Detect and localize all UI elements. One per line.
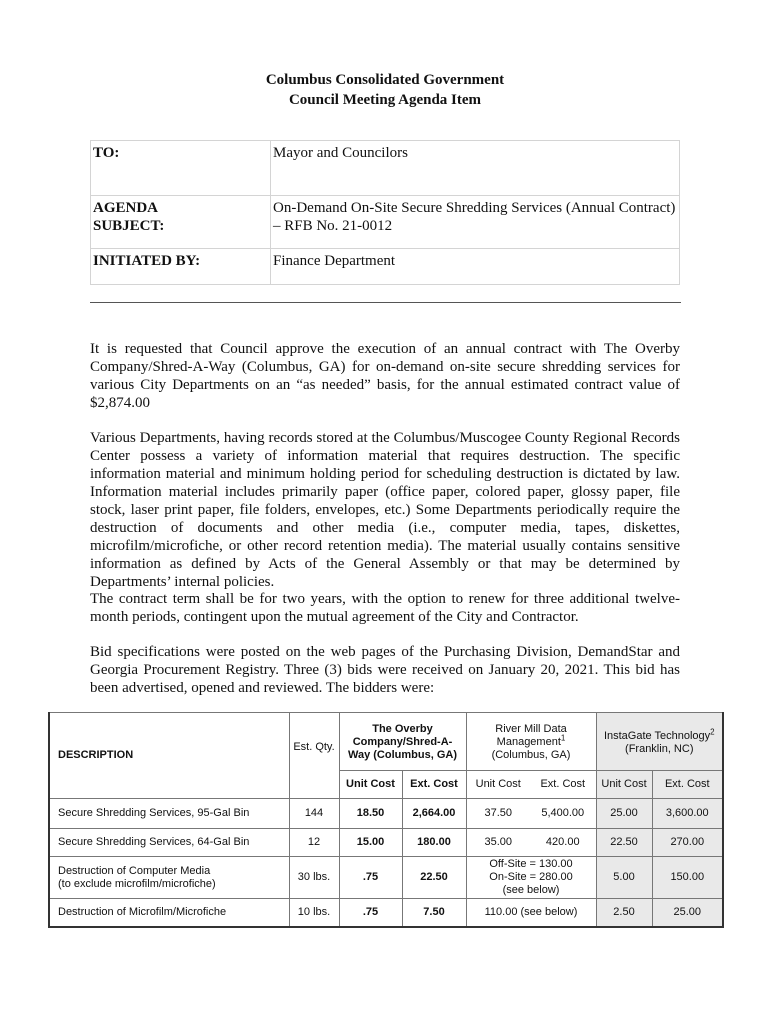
bid-table-container — [48, 712, 722, 928]
header-line-1: Columbus Consolidated Government — [265, 72, 505, 88]
vendor-2-ext-cost: 420.00 — [530, 829, 596, 857]
info-label-initiated: INITIATED BY: — [91, 249, 271, 285]
row-description: Destruction of Microfilm/Microfiche — [49, 899, 289, 927]
vendor-2-merged-cost: 110.00 (see below) — [466, 899, 596, 927]
vendor-2-location: (Columbus, GA) — [491, 749, 571, 761]
info-value-to: Mayor and Councilors — [271, 141, 680, 196]
vendor-2-footnote: 1 — [560, 733, 566, 743]
vendor-1-ext-cost: 2,664.00 — [402, 799, 466, 829]
agenda-info-table — [90, 140, 680, 285]
table-row — [49, 829, 723, 857]
vendor-3-footnote: 2 — [710, 726, 715, 736]
row-description: Secure Shredding Services, 64-Gal Bin — [49, 829, 289, 857]
vendor-3-ext-cost: 3,600.00 — [652, 799, 723, 829]
vendor-3-location: (Franklin, NC) — [625, 742, 694, 755]
vendor-2-header — [466, 713, 596, 771]
row-description-line-2: (to exclude microfilm/microfiche) — [58, 877, 216, 890]
vendor-3-ext-cost: 270.00 — [652, 829, 723, 857]
paragraph-request: It is requested that Council approve the execution of an annual contract with The Overby Company/Shred-A-Way (Columbus, GA) for on-demand on-site secure shredding services for various City Departments on an “as needed” basis, for the annual estimated contract value of $2,874.00 — [90, 341, 680, 411]
paragraph-background: Various Departments, having records stored at the Columbus/Muscogee County Regional Records Center possess a variety of information material that requires destruction. The specific information material and minimum holding period for scheduling destruction is dictated by law. Information material includes primarily paper (office paper, colored paper, glossy paper, file stock, laser print paper, file folders, envelopes, etc.) Some Departments periodically require the destruction of documents and other media (i.e., computer media, tapes, diskettes, microfilm/microfiche, or other record retention media). The material usually contains sensitive information as defined by Acts of the General Assembly or that may be determined by Departments’ internal policies. — [90, 430, 680, 590]
header-line-2: Council Meeting Agenda Item — [288, 92, 482, 108]
vendor-1-unit-cost: .75 — [339, 899, 402, 927]
vendor-2-note: (see below) — [502, 884, 560, 896]
bid-table — [48, 712, 724, 928]
vendor-2-onsite: On-Site = 280.00 — [489, 871, 573, 883]
vendor-1-unit-cost: 18.50 — [339, 799, 402, 829]
vendor-1-name: The Overby Company/Shred-A-Way (Columbus, GA) — [339, 713, 466, 771]
vendor-3-unit-cost: 25.00 — [596, 799, 652, 829]
paragraph-contract-term: The contract term shall be for two years, with the option to renew for three additional twelve-month periods, contingent upon the mutual agreement of the City and Contractor. — [90, 591, 680, 625]
table-row — [49, 857, 723, 899]
info-row-subject — [91, 196, 680, 249]
row-qty: 144 — [289, 799, 339, 829]
vendor-1-unit-cost: .75 — [339, 857, 402, 899]
vendor-3-header — [596, 713, 723, 771]
vendor-3-ext-cost: 150.00 — [652, 857, 723, 899]
info-row-initiated — [91, 249, 680, 285]
row-qty: 30 lbs. — [289, 857, 339, 899]
info-label-subject: AGENDA SUBJECT: — [91, 196, 271, 249]
vendor-3-unit-cost: 22.50 — [596, 829, 652, 857]
header-description: DESCRIPTION — [49, 713, 289, 799]
table-row — [49, 799, 723, 829]
row-description: Secure Shredding Services, 95-Gal Bin — [49, 799, 289, 829]
row-description-line-1: Destruction of Computer Media — [58, 864, 211, 877]
info-label-to: TO: — [91, 141, 271, 196]
row-qty: 12 — [289, 829, 339, 857]
vendor-1-ext-cost: 22.50 — [402, 857, 466, 899]
vendor-2-merged-cost — [466, 857, 596, 899]
vendor-1-unit-header: Unit Cost — [339, 771, 402, 799]
vendor-1-ext-cost: 180.00 — [402, 829, 466, 857]
vendor-1-unit-cost: 15.00 — [339, 829, 402, 857]
document-header — [0, 70, 770, 110]
divider — [90, 302, 681, 303]
vendor-2-name: River Mill Data Management — [495, 723, 567, 748]
vendor-1-ext-header: Ext. Cost — [402, 771, 466, 799]
vendor-2-unit-header: Unit Cost — [466, 771, 530, 799]
table-row — [49, 899, 723, 927]
vendor-1-ext-cost: 7.50 — [402, 899, 466, 927]
vendor-3-ext-header: Ext. Cost — [652, 771, 723, 799]
info-value-initiated: Finance Department — [271, 249, 680, 285]
vendor-2-offsite: Off-Site = 130.00 — [489, 858, 573, 870]
vendor-3-unit-cost: 2.50 — [596, 899, 652, 927]
info-row-to — [91, 141, 680, 196]
info-value-subject: On-Demand On-Site Secure Shredding Services (Annual Contract) – RFB No. 21-0012 — [271, 196, 680, 249]
row-description — [49, 857, 289, 899]
vendor-2-unit-cost: 37.50 — [466, 799, 530, 829]
paragraph-bid-specs: Bid specifications were posted on the web pages of the Purchasing Division, DemandStar and Georgia Procurement Registry. Three (3) bids were received on January 20, 2021. This bid has been advertised, opened and reviewed. The bidders were: — [90, 644, 680, 696]
vendor-3-unit-cost: 5.00 — [596, 857, 652, 899]
vendor-3-ext-cost: 25.00 — [652, 899, 723, 927]
vendor-3-unit-header: Unit Cost — [596, 771, 652, 799]
vendor-3-name: InstaGate Technology — [603, 729, 711, 742]
header-qty: Est. Qty. — [289, 713, 339, 799]
row-qty: 10 lbs. — [289, 899, 339, 927]
vendor-2-ext-cost: 5,400.00 — [530, 799, 596, 829]
vendor-2-ext-header: Ext. Cost — [530, 771, 596, 799]
bid-header-row — [49, 713, 723, 771]
vendor-2-unit-cost: 35.00 — [466, 829, 530, 857]
